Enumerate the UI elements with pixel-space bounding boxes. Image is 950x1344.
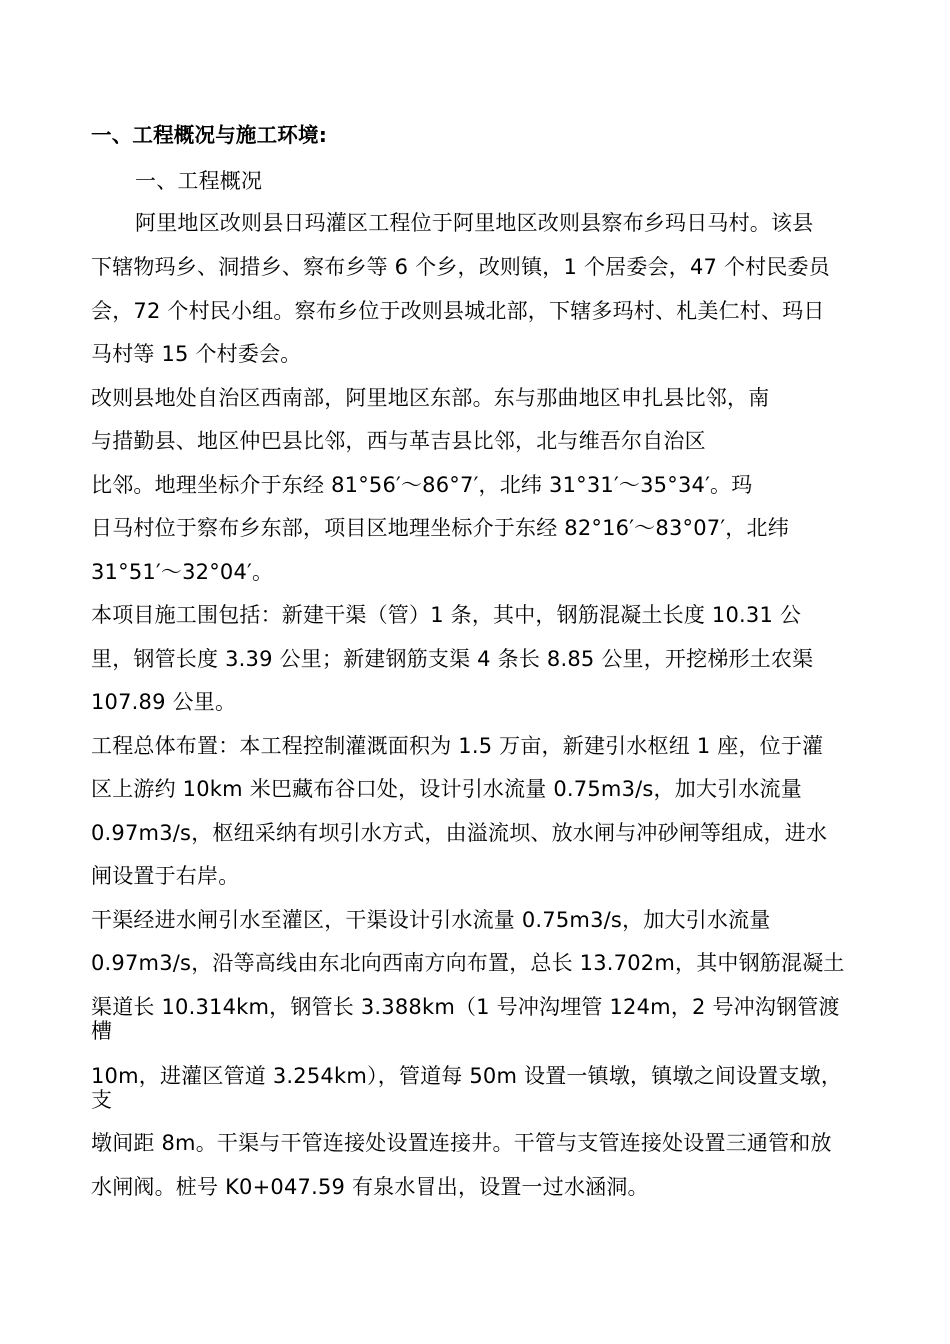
paragraph-line: 里，钢管长度 3.39 公里；新建钢筋支渠 4 条长 8.85 公里，开挖梯形土农渠 bbox=[91, 647, 814, 671]
paragraph-line: 本项目施工围包括：新建干渠（管）1 条，其中，钢筋混凝土长度 10.31 公 bbox=[91, 603, 802, 627]
paragraph-line: 阿里地区改则县日玛灌区工程位于阿里地区改则县察布乡玛日马村。该县 bbox=[135, 211, 814, 235]
paragraph-line: 会，72 个村民小组。察布乡位于改则县城北部，下辖多玛村、札美仁村、玛日 bbox=[91, 299, 825, 323]
paragraph-line: 0.97m3/s，枢纽采纳有坝引水方式，由溢流坝、放水闸与冲砂闸等组成，进水 bbox=[91, 821, 828, 845]
paragraph-line: 日马村位于察布乡东部，项目区地理坐标介于东经 82°16′～83°07′，北纬 bbox=[91, 516, 789, 540]
paragraph-line: 干渠经进水闸引水至灌区，干渠设计引水流量 0.75m3/s，加大引水流量 bbox=[91, 908, 771, 932]
paragraph-line: 31°51′～32°04′。 bbox=[91, 560, 274, 584]
paragraph-line: 渠道长 10.314km，钢管长 3.388km（1 号冲沟埋管 124m，2 号冲沟钢管渡 bbox=[91, 995, 840, 1019]
paragraph-line: 支 bbox=[91, 1088, 113, 1112]
section-heading: 一、工程概况与施工环境: bbox=[91, 123, 328, 147]
paragraph-line: 闸设置于右岸。 bbox=[91, 864, 240, 888]
paragraph-line: 10m，进灌区管道 3.254km），管道每 50m 设置一镇墩，镇墩之间设置支墩， bbox=[91, 1064, 843, 1088]
paragraph-line: 马村等 15 个村委会。 bbox=[91, 342, 302, 366]
paragraph-line: 墩间距 8m。干渠与干管连接处设置连接井。干管与支管连接处设置三通管和放 bbox=[91, 1131, 832, 1155]
paragraph-line: 与措勤县、地区仲巴县比邻，西与革吉县比邻，北与维吾尔自治区 bbox=[91, 429, 706, 453]
sub-heading: 一、工程概况 bbox=[135, 169, 263, 193]
paragraph-line: 区上游约 10km 米巴藏布谷口处，设计引水流量 0.75m3/s，加大引水流量 bbox=[91, 777, 802, 801]
paragraph-line: 0.97m3/s，沿等高线由东北向西南方向布置，总长 13.702m，其中钢筋混凝土 bbox=[91, 951, 845, 975]
paragraph-line: 改则县地处自治区西南部，阿里地区东部。东与那曲地区申扎县比邻，南 bbox=[91, 386, 770, 410]
paragraph-line: 107.89 公里。 bbox=[91, 690, 237, 714]
paragraph-line: 下辖物玛乡、洞措乡、察布乡等 6 个乡，改则镇，1 个居委会，47 个村民委员 bbox=[91, 255, 830, 279]
paragraph-line: 工程总体布置：本工程控制灌溉面积为 1.5 万亩，新建引水枢纽 1 座，位于灌 bbox=[91, 734, 824, 758]
paragraph-line: 水闸阀。桩号 K0+047.59 有泉水冒出，设置一过水涵洞。 bbox=[91, 1175, 649, 1199]
paragraph-line: 比邻。地理坐标介于东经 81°56′～86°7′，北纬 31°31′～35°34′。玛 bbox=[91, 473, 753, 497]
paragraph-line: 槽 bbox=[91, 1019, 113, 1043]
